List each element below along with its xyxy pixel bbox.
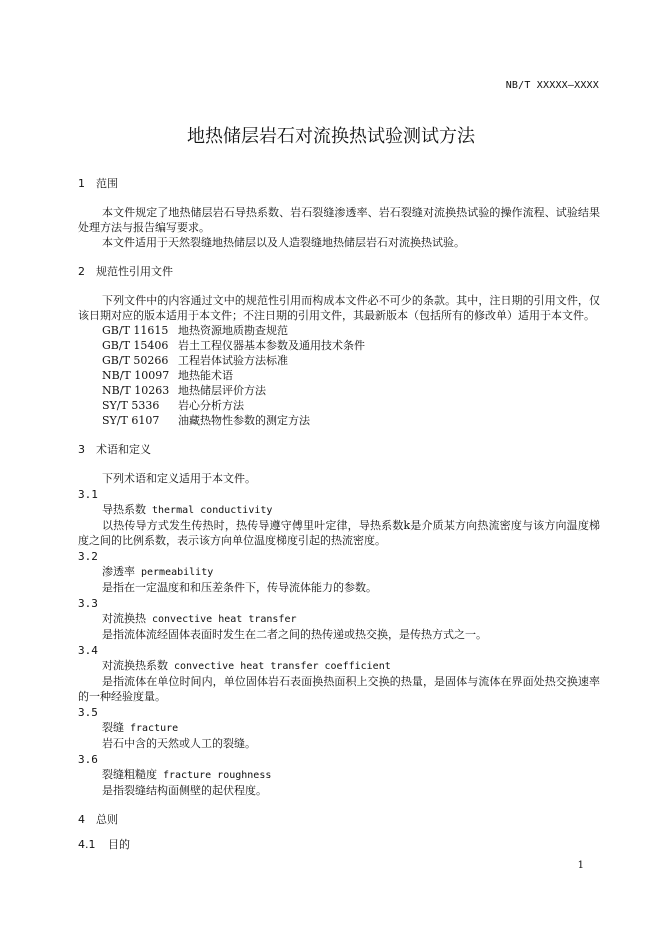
term-number: 3.5 <box>78 706 98 719</box>
term-name <box>102 658 600 674</box>
section-number: 2 <box>78 265 85 278</box>
reference-name: 地热资源地质勘查规范 <box>178 324 288 337</box>
term-definition: 是指裂缝结构面侧壁的起伏程度。 <box>102 784 267 797</box>
term-en: fracture <box>130 723 179 734</box>
reference-code: GB/T 50266 <box>102 354 169 367</box>
term-number: 3.6 <box>78 753 98 766</box>
term-entry <box>78 752 600 798</box>
reference-item <box>102 338 600 353</box>
subsection-number: 4.1 <box>78 838 96 851</box>
term-zh: 裂缝粗糙度 <box>102 768 157 781</box>
reference-item <box>102 383 600 398</box>
reference-code: GB/T 15406 <box>102 339 169 352</box>
term-entry <box>78 549 600 595</box>
section-number: 3 <box>78 443 85 456</box>
reference-item <box>102 398 600 413</box>
reference-item <box>102 413 600 428</box>
term-entry <box>78 487 600 548</box>
reference-code: GB/T 11615 <box>102 324 169 337</box>
term-number: 3.4 <box>78 644 98 657</box>
page-number: 1 <box>577 860 584 871</box>
section-number: 1 <box>78 177 85 190</box>
section-title: 范围 <box>96 177 118 190</box>
term-definition: 岩石中含的天然或人工的裂缝。 <box>102 737 256 750</box>
reference-name: 工程岩体试验方法标准 <box>178 354 288 367</box>
document-title: 地热储层岩石对流换热试验测试方法 <box>187 126 475 147</box>
term-definition: 以热传导方式发生传热时，热传导遵守傅里叶定律，导热系数k是介质某方向热流密度与该方向温度梯度之间的比例系数，表示该方向单位温度梯度引起的热流密度。 <box>78 519 600 547</box>
standard-code: NB/T XXXXX—XXXX <box>505 80 599 91</box>
term-en: thermal conductivity <box>152 505 273 516</box>
paragraph: 下列术语和定义适用于本文件。 <box>102 472 256 485</box>
term-number: 3.3 <box>78 597 98 610</box>
reference-name: 油藏热物性参数的测定方法 <box>178 414 310 427</box>
paragraph: 下列文件中的内容通过文中的规范性引用而构成本文件必不可少的条款。其中，注日期的引用文件，仅该日期对应的版本适用于本文件；不注日期的引用文件，其最新版本（包括所有的修改单）适用于本文件。 <box>78 294 600 322</box>
reference-code: NB/T 10097 <box>102 369 170 382</box>
term-entry <box>78 705 600 751</box>
term-zh: 对流换热系数 <box>102 659 168 672</box>
term-name <box>102 564 600 580</box>
term-zh: 对流换热 <box>102 612 146 625</box>
reference-name: 地热能术语 <box>178 369 233 382</box>
term-en: fracture roughness <box>163 770 272 781</box>
section-4-heading <box>78 812 600 827</box>
term-en: convective heat transfer coefficient <box>174 661 391 672</box>
reference-name: 地热储层评价方法 <box>178 384 266 397</box>
term-definition: 是指流体在单位时间内，单位固体岩石表面换热面积上交换的热量，是固体与流体在界面处热交换速率的一种经验度量。 <box>78 675 600 703</box>
term-name <box>102 502 600 518</box>
term-zh: 渗透率 <box>102 565 135 578</box>
section-3-heading <box>78 442 600 457</box>
section-1-heading <box>78 176 600 191</box>
reference-item <box>102 368 600 383</box>
term-en: permeability <box>141 567 214 578</box>
section-title: 术语和定义 <box>96 443 151 456</box>
term-number: 3.1 <box>78 488 98 501</box>
document-body <box>78 176 600 852</box>
section-2-heading <box>78 264 600 279</box>
term-name <box>102 611 600 627</box>
reference-code: SY/T 6107 <box>102 414 160 427</box>
section-title: 总则 <box>96 813 118 826</box>
reference-item <box>102 323 600 338</box>
term-number: 3.2 <box>78 550 98 563</box>
term-entry <box>78 596 600 642</box>
term-name <box>102 720 600 736</box>
term-name <box>102 767 600 783</box>
subsection-title: 目的 <box>108 838 130 851</box>
reference-list <box>102 323 600 428</box>
section-title: 规范性引用文件 <box>96 265 173 278</box>
term-entry <box>78 643 600 704</box>
term-zh: 导热系数 <box>102 503 146 516</box>
term-definition: 是指在一定温度和和压差条件下，传导流体能力的参数。 <box>102 581 377 594</box>
term-en: convective heat transfer <box>152 614 297 625</box>
reference-name: 岩土工程仪器基本参数及通用技术条件 <box>178 339 365 352</box>
reference-code: NB/T 10263 <box>102 384 170 397</box>
reference-code: SY/T 5336 <box>102 399 160 412</box>
paragraph: 本文件规定了地热储层岩石导热系数、岩石裂缝渗透率、岩石裂缝对流换热试验的操作流程、试验结果处理方法与报告编写要求。 <box>78 206 600 234</box>
term-zh: 裂缝 <box>102 721 124 734</box>
section-number: 4 <box>78 813 85 826</box>
reference-item <box>102 353 600 368</box>
subsection-4-1-heading <box>78 837 600 852</box>
paragraph: 本文件适用于天然裂缝地热储层以及人造裂缝地热储层岩石对流换热试验。 <box>102 236 465 249</box>
reference-name: 岩心分析方法 <box>178 399 244 412</box>
term-definition: 是指流体流经固体表面时发生在二者之间的热传递或热交换，是传热方式之一。 <box>102 628 487 641</box>
